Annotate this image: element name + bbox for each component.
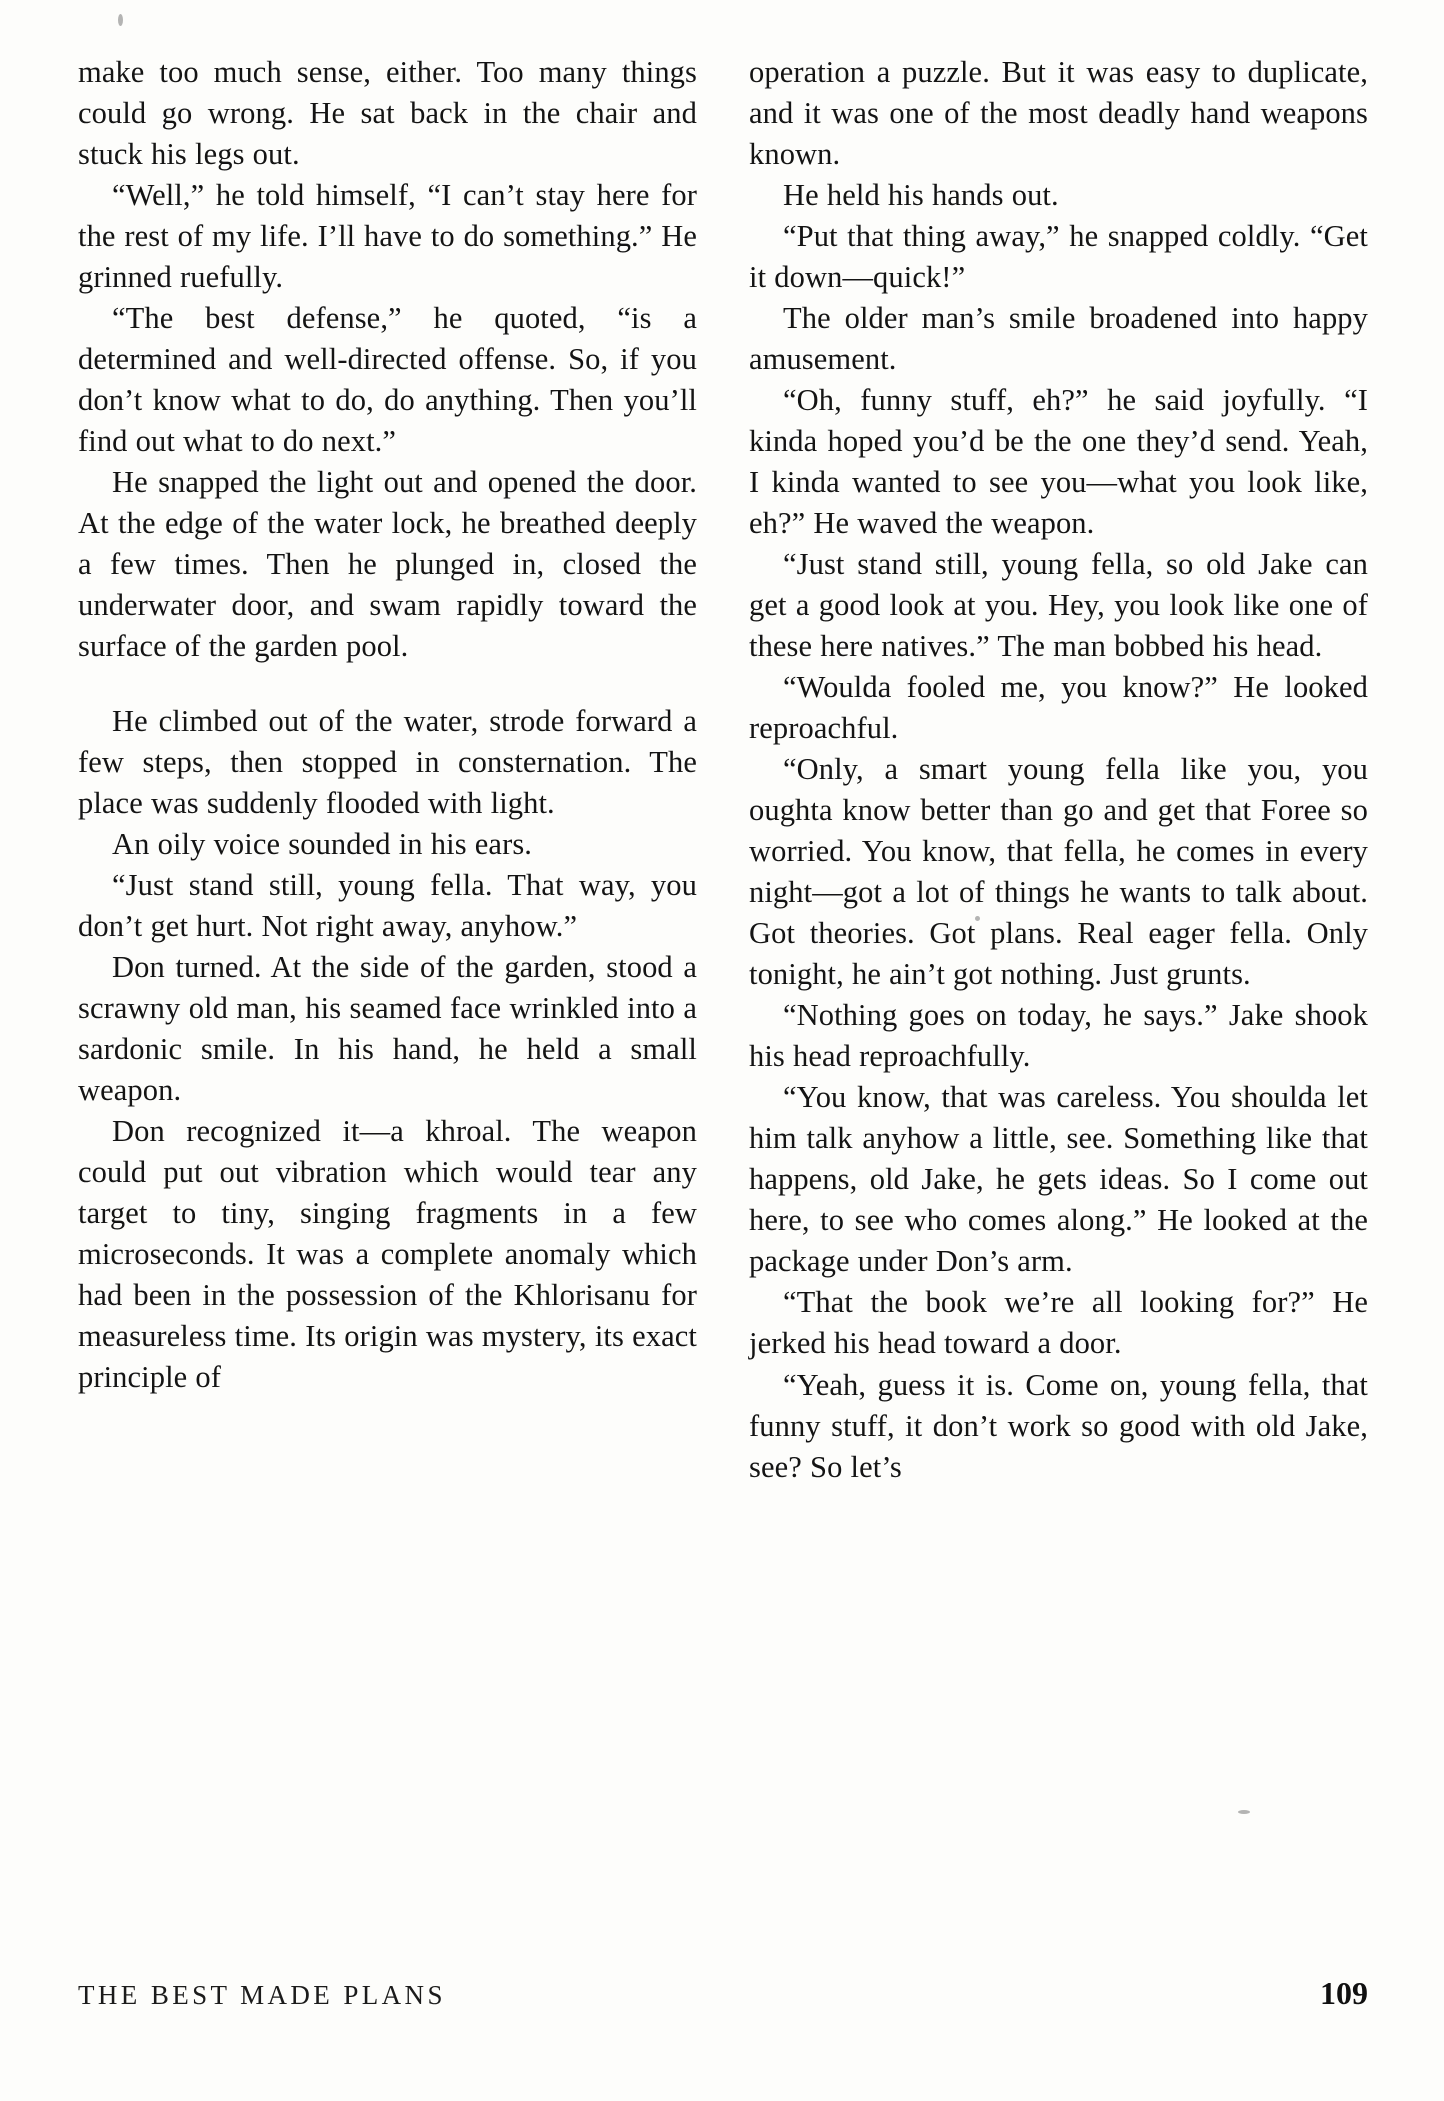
paragraph: “Nothing goes on today, he says.” Jake shook his head reproachfully. — [749, 998, 1368, 1074]
page-body — [78, 52, 1368, 1932]
paragraph: make too much sense, either. Too many things could go wrong. He sat back in the chair and stuck his legs out. — [78, 55, 697, 172]
paper-speck — [118, 14, 123, 26]
two-column-layout — [78, 52, 1368, 1932]
paragraph: An oily voice sounded in his ears. — [112, 827, 533, 862]
left-column — [78, 52, 697, 1932]
paragraph: “Well,” he told himself, “I can’t stay here for the rest of my life. I’ll have to do something.” He grinned ruefully. — [78, 178, 697, 295]
scene-break — [78, 667, 697, 701]
paragraph: “You know, that was careless. You shoulda let him talk anyhow a little, see. Something like that happens, old Jake, he gets ideas. So I come out here, to see who comes along.” He looked at the package under Don’s arm. — [749, 1080, 1368, 1279]
paragraph: Don turned. At the side of the garden, stood a scrawny old man, his seamed face wrinkled into a sardonic smile. In his hand, he held a small weapon. — [78, 950, 697, 1108]
paragraph: “Woulda fooled me, you know?” He looked reproachful. — [749, 670, 1368, 746]
paragraph: He climbed out of the water, strode forward a few steps, then stopped in consternation. The place was suddenly flooded with light. — [78, 704, 697, 821]
page-footer — [78, 1975, 1368, 2012]
paragraph: “Just stand still, young fella. That way, you don’t get hurt. Not right away, anyhow.” — [78, 868, 697, 944]
paragraph: “Put that thing away,” he snapped coldly. “Get it down—quick!” — [749, 219, 1368, 295]
paragraph: He held his hands out. — [783, 178, 1059, 213]
paragraph: “Only, a smart young fella like you, you oughta know better than go and get that Foree so worried. You know, that fella, he comes in every night—got a lot of things he wants to talk about. Got theories. Got plans. Real eager fella. Only tonight, he ain’t got nothing. Just grunts. — [749, 752, 1368, 992]
page-number: 109 — [1320, 1975, 1368, 2011]
paragraph: “Oh, funny stuff, eh?” he said joyfully. “I kinda hoped you’d be the one they’d send. Yeah, I kinda wanted to see you—what you look like, eh?” He waved the weapon. — [749, 383, 1368, 541]
paragraph: The older man’s smile broadened into happy amusement. — [749, 301, 1368, 377]
paragraph: “The best defense,” he quoted, “is a determined and well-directed offense. So, if you don’t know what to do, do anything. Then you’ll find out what to do next.” — [78, 301, 697, 459]
paragraph: “Just stand still, young fella, so old Jake can get a good look at you. Hey, you look like one of these here natives.” The man bobbed his head. — [749, 547, 1368, 664]
paragraph: Don recognized it—a khroal. The weapon could put out vibration which would tear any target to tiny, singing fragments in a few microseconds. It was a complete anomaly which had been in the possession of the Khlorisanu for measureless time. Its origin was mystery, its exact principle of — [78, 1114, 697, 1395]
paragraph: “Yeah, guess it is. Come on, young fella, that funny stuff, it don’t work so good with old Jake, see? So let’s — [749, 1367, 1368, 1484]
running-head: THE BEST MADE PLANS — [78, 1980, 446, 2010]
paragraph: operation a puzzle. But it was easy to duplicate, and it was one of the most deadly hand weapons known. — [749, 55, 1368, 172]
paragraph: “That the book we’re all looking for?” He jerked his head toward a door. — [749, 1285, 1368, 1361]
right-column — [749, 52, 1368, 1932]
paragraph: He snapped the light out and opened the door. At the edge of the water lock, he breathed deeply a few times. Then he plunged in, closed the underwater door, and swam rapidly toward the surface of the garden pool. — [78, 465, 697, 664]
